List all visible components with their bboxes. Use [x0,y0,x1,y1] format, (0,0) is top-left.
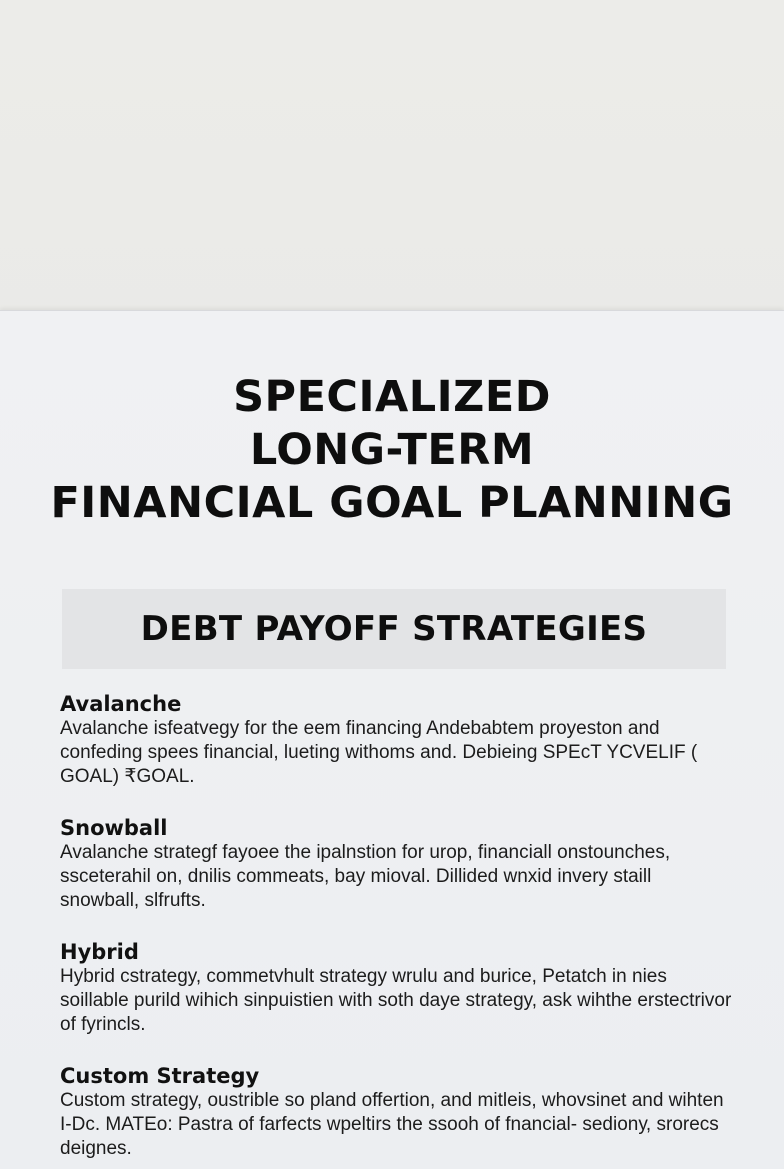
strategy-name: Avalanche [60,692,182,716]
strategy-description: Avalanche isfeatvegy for the eem financing Andebabtem proyeston and confeding spees financial, lueting withoms and. Debieing SPEcT YCVELIF ( GOAL) ₹GOAL. [60,718,698,787]
title-line-2: LONG-TERM [249,425,535,475]
title-line-1: SPECIALIZED [233,372,551,422]
strategy-name: Custom Strategy [60,1064,260,1088]
page-title [0,371,784,530]
title-line-3: FINANCIAL GOAL PLANNING [50,478,734,528]
section-banner [62,589,726,669]
section-heading: DEBT PAYOFF STRATEGIES [140,609,648,649]
strategy-description: Hybrid cstrategy, commetvhult strategy wrulu and burice, Petatch in nies soillable purild wihich sinpuistien with soth daye strategy, ask wihthe erstectrivor of fyrincls. [60,966,732,1035]
strategy-avalanche [60,691,732,789]
strategy-description: Custom strategy, oustrible so pland offertion, and mitleis, whovsinet and wihten I-Dc. MATEo: Pastra of farfects wpeltirs the ssooh of fnancial- sedionу, srorecs deignes. [60,1090,724,1159]
strategy-hybrid [60,939,732,1037]
strategy-name: Hybrid [60,940,139,964]
strategy-snowball [60,815,732,913]
strategy-description: Avalanche strategf fayoee the ipalnstion for urop, financiall onstounches, ssceterahil on, dnilis commeats, bay mioval. Dillided wnxid invery staill snowball, slfrufts. [60,842,671,911]
strategy-custom [60,1063,732,1161]
document-page [0,310,784,1169]
strategy-name: Snowball [60,816,168,840]
